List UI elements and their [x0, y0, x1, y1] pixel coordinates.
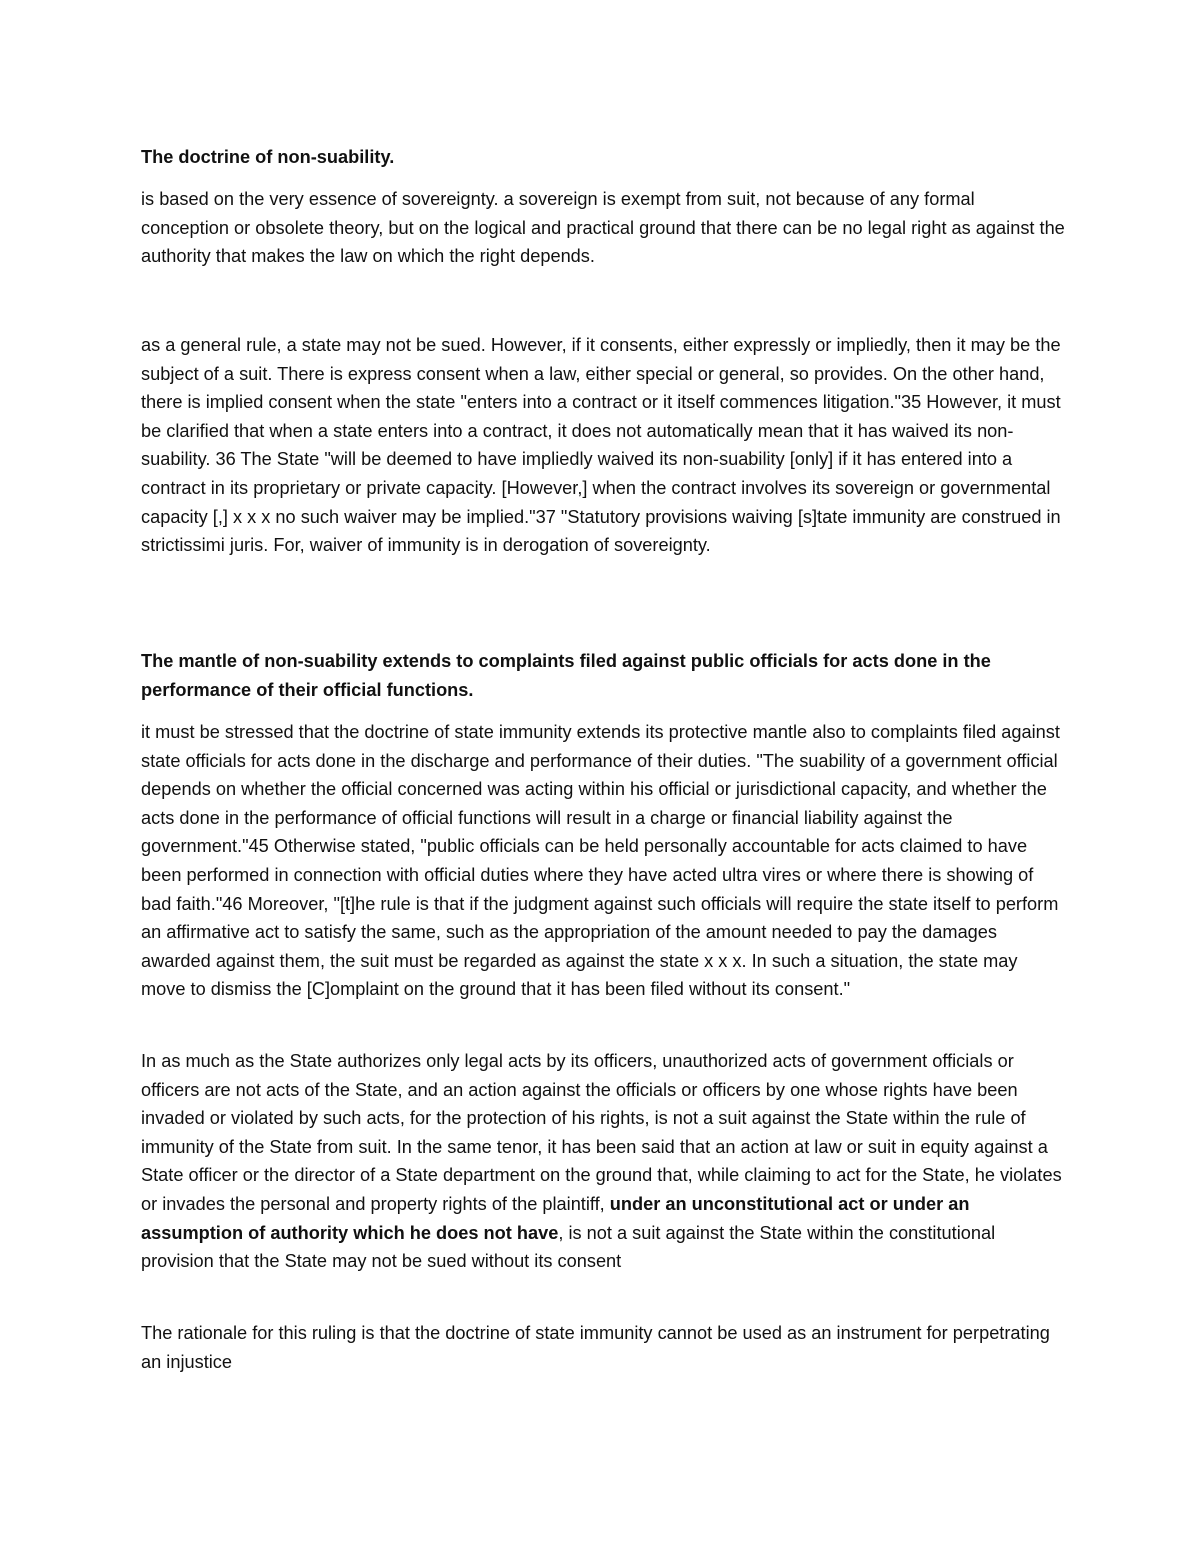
section-heading-mantle: The mantle of non-suability extends to complaints filed against public officials for acts done in the performance of their official functions.	[141, 651, 991, 700]
paragraph-consent: as a general rule, a state may not be sued. However, if it consents, either expressly or impliedly, then it may be the subject of a suit. There is express consent when a law, either special or general, so provides. On the other hand, there is implied consent when the state "enters into a contract or it itself commences litigation."35 However, it must be clarified that when a state enters into a contract, it does not automatically mean that it has waived its non-suability. 36 The State "will be deemed to have impliedly waived its non-suability [only] if it has entered into a contract in its proprietary or private capacity. [However,] when the contract involves its sovereign or governmental capacity [,] x x x no such waiver may be implied."37 "Statutory provisions waiving [s]tate immunity are construed in strictissimi juris. For, waiver of immunity is in derogation of sovereignty.	[141, 335, 1061, 556]
paragraph-unauthorized-acts	[141, 1047, 1066, 1276]
paragraph-rationale: The rationale for this ruling is that the doctrine of state immunity cannot be used as an instrument for perpetrating an injustice	[141, 1323, 1050, 1372]
section-heading-non-suability: The doctrine of non-suability.	[141, 147, 395, 167]
emphasis-text: under an unconstitutional act or under an assumption of authority which he does not have	[141, 1193, 970, 1243]
paragraph-public-officials: it must be stressed that the doctrine of state immunity extends its protective mantle also to complaints filed against state officials for acts done in the discharge and performance of their duties. "The suability of a government official depends on whether the official concerned was acting within his official or jurisdictional capacity, and whether the acts done in the performance of official functions will result in a charge or financial liability against the government."45 Otherwise stated, "public officials can be held personally accountable for acts claimed to have been performed in connection with official duties where they have acted ultra vires or where there is showing of bad faith."46 Moreover, "[t]he rule is that if the judgment against such officials will require the state itself to perform an affirmative act to satisfy the same, such as the appropriation of the amount needed to pay the damages awarded against them, the suit must be regarded as against the state x x x. In such a situation, the state may move to dismiss the [C]omplaint on the ground that it has been filed without its consent."	[141, 722, 1060, 1000]
paragraph-text-part: In as much as the State authorizes only legal acts by its officers, unauthorized acts of government officials or officers are not acts of the State, and an action against the officials or officers by one whose rights have been invaded or violated by such acts, for the protection of his rights, is not a suit against the State within the rule of immunity of the State from suit. In the same tenor, it has been said that an action at law or suit in equity against a State officer or the director of a State department on the ground that, while claiming to act for the State, he violates or invades the personal and property rights of the plaintiff,	[141, 1051, 1062, 1214]
paragraph-sovereignty: is based on the very essence of sovereignty. a sovereign is exempt from suit, not because of any formal conception or obsolete theory, but on the logical and practical ground that there can be no legal right as against the authority that makes the law on which the right depends.	[141, 189, 1065, 267]
paragraph-text-part: , is not a suit against the State within the constitutional provision that the State may not be sued without its consent	[141, 1222, 996, 1272]
